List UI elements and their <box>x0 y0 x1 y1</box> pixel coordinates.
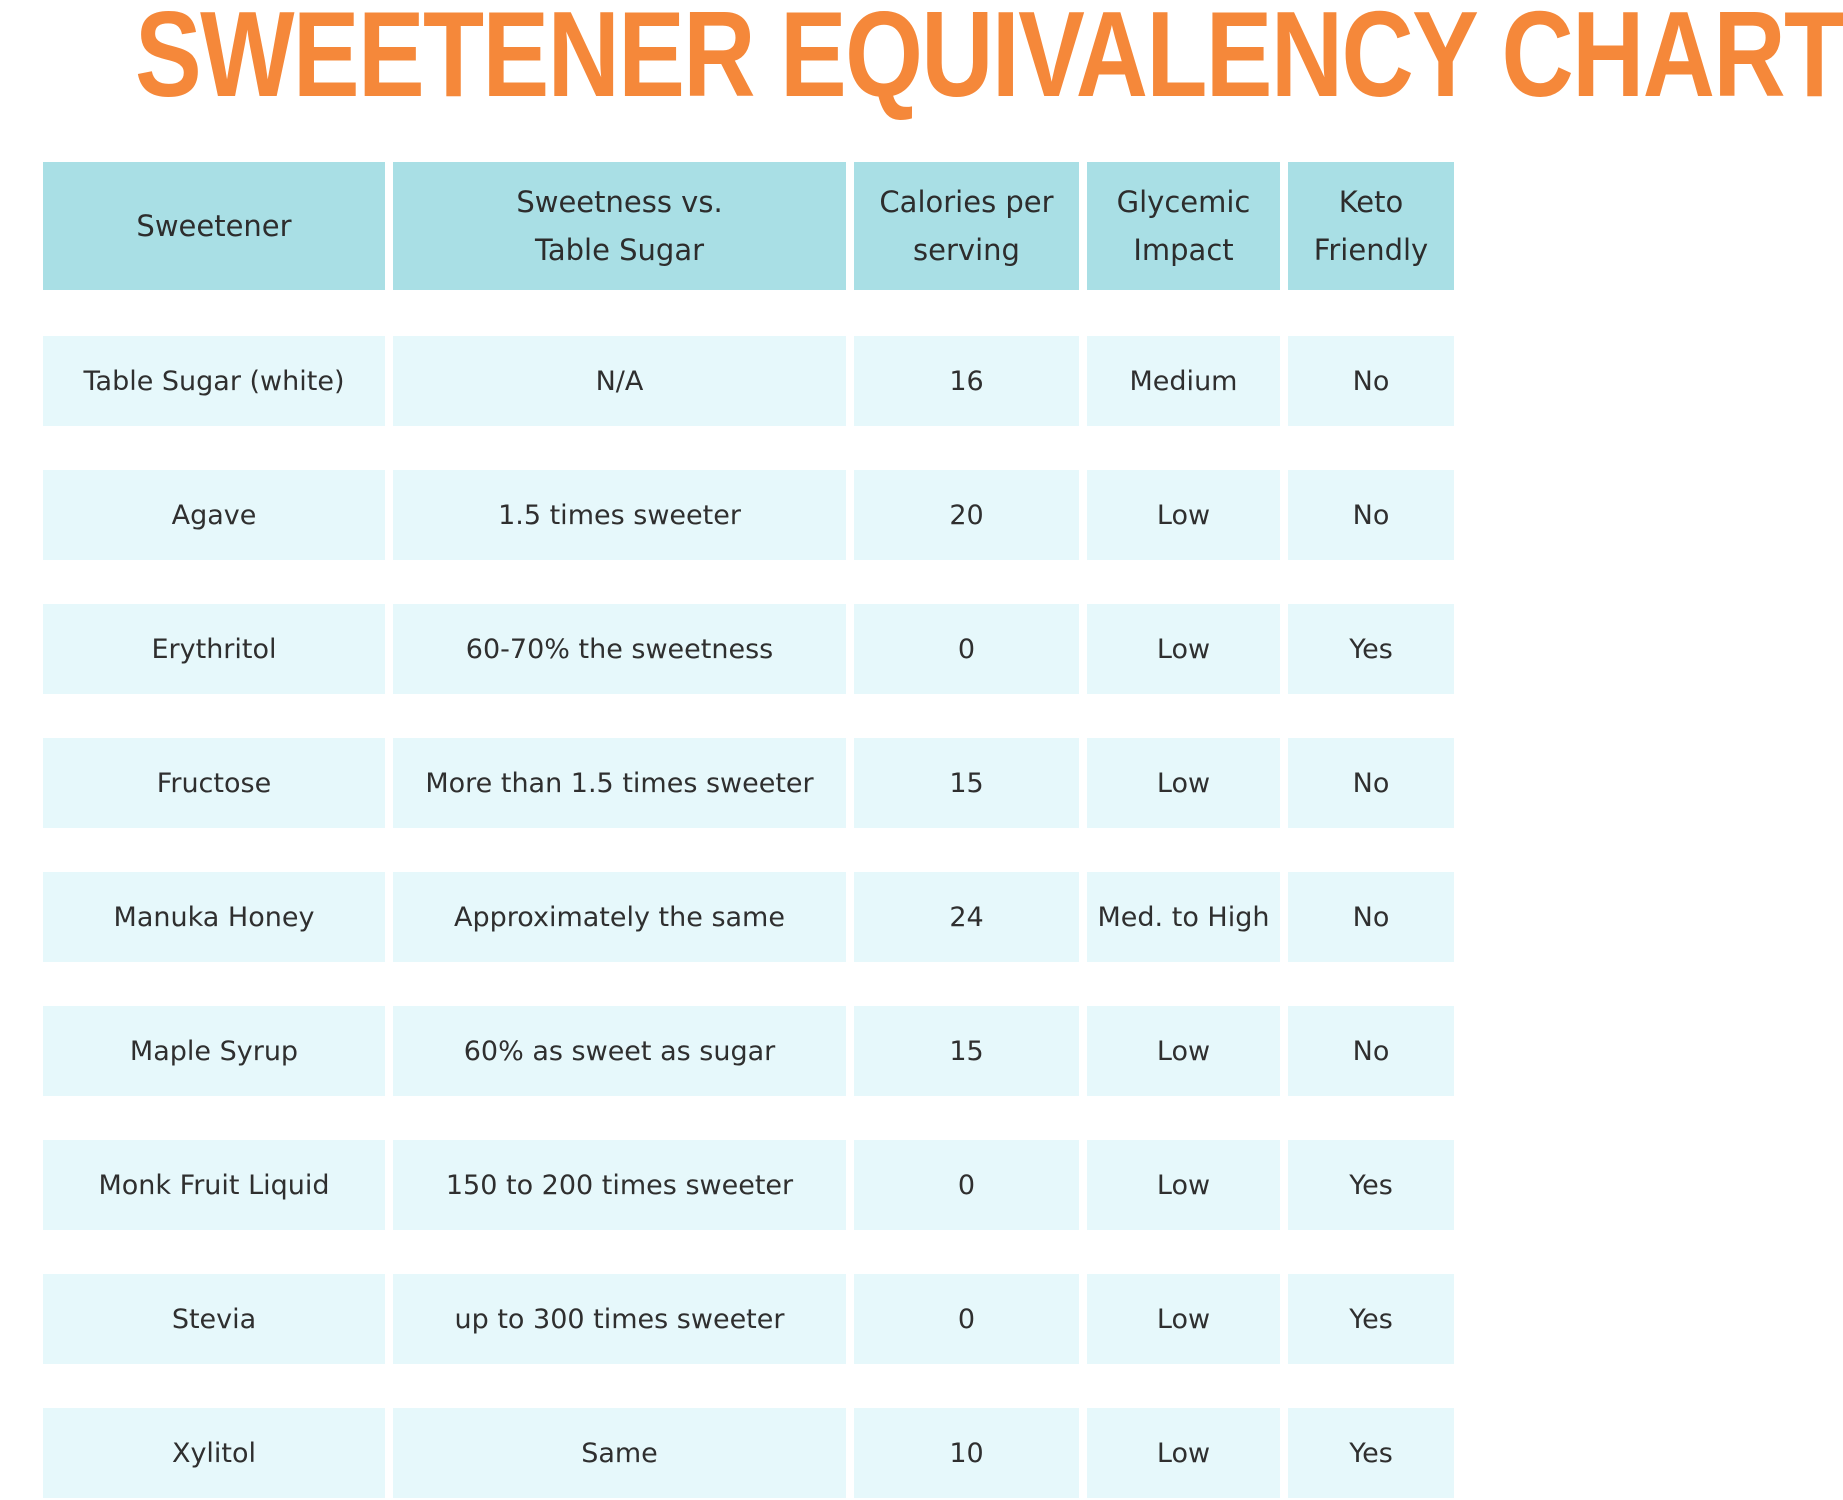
header-keto-line2: Friendly <box>1313 233 1429 267</box>
cell-sweetener: Agave <box>43 470 385 560</box>
cell-sweetness: 60-70% the sweetness <box>393 604 846 694</box>
table-row <box>43 336 1455 426</box>
cell-calories: 0 <box>854 1274 1079 1364</box>
cell-glycemic: Med. to High <box>1087 872 1280 962</box>
table-row <box>43 1274 1455 1364</box>
cell-keto: No <box>1288 872 1454 962</box>
cell-keto: No <box>1288 738 1454 828</box>
table-row <box>43 872 1455 962</box>
cell-sweetness: Same <box>393 1408 846 1498</box>
header-glycemic-line1: Glycemic <box>1116 185 1251 219</box>
cell-glycemic: Low <box>1087 738 1280 828</box>
cell-sweetness: Approximately the same <box>393 872 846 962</box>
header-sweetness-line1: Sweetness vs. <box>516 185 723 219</box>
table-row <box>43 470 1455 560</box>
cell-sweetener: Stevia <box>43 1274 385 1364</box>
page-title: SWEETENER EQUIVALENCY CHART <box>135 0 1843 122</box>
cell-calories: 15 <box>854 738 1079 828</box>
cell-sweetener: Table Sugar (white) <box>43 336 385 426</box>
cell-keto: No <box>1288 336 1454 426</box>
cell-calories: 0 <box>854 1140 1079 1230</box>
cell-calories: 24 <box>854 872 1079 962</box>
table-row <box>43 1140 1455 1230</box>
header-glycemic <box>1087 162 1280 290</box>
cell-glycemic: Low <box>1087 1140 1280 1230</box>
header-sweetness-line2: Table Sugar <box>534 233 705 267</box>
cell-calories: 10 <box>854 1408 1079 1498</box>
cell-keto: No <box>1288 1006 1454 1096</box>
table-row <box>43 1408 1455 1498</box>
cell-calories: 20 <box>854 470 1079 560</box>
header-glycemic-line2: Impact <box>1133 233 1234 267</box>
cell-sweetener: Manuka Honey <box>43 872 385 962</box>
cell-keto: Yes <box>1288 1274 1454 1364</box>
cell-sweetener: Monk Fruit Liquid <box>43 1140 385 1230</box>
cell-sweetener: Maple Syrup <box>43 1006 385 1096</box>
table-row <box>43 1006 1455 1096</box>
cell-sweetness: N/A <box>393 336 846 426</box>
cell-glycemic: Medium <box>1087 336 1280 426</box>
cell-sweetener: Fructose <box>43 738 385 828</box>
cell-sweetness: More than 1.5 times sweeter <box>393 738 846 828</box>
header-calories <box>854 162 1079 290</box>
table-row <box>43 738 1455 828</box>
header-sweetener-label: Sweetener <box>136 209 292 243</box>
table-row <box>43 604 1455 694</box>
cell-glycemic: Low <box>1087 470 1280 560</box>
cell-sweetness: up to 300 times sweeter <box>393 1274 846 1364</box>
header-keto-line1: Keto <box>1338 185 1404 219</box>
cell-keto: No <box>1288 470 1454 560</box>
header-sweetness <box>393 162 846 290</box>
cell-glycemic: Low <box>1087 604 1280 694</box>
cell-keto: Yes <box>1288 1408 1454 1498</box>
cell-glycemic: Low <box>1087 1006 1280 1096</box>
cell-glycemic: Low <box>1087 1274 1280 1364</box>
header-keto <box>1288 162 1454 290</box>
cell-sweetener: Erythritol <box>43 604 385 694</box>
cell-sweetness: 60% as sweet as sugar <box>393 1006 846 1096</box>
header-sweetener <box>43 162 385 290</box>
table-header-row <box>43 162 1455 290</box>
cell-calories: 15 <box>854 1006 1079 1096</box>
cell-sweetness: 1.5 times sweeter <box>393 470 846 560</box>
cell-glycemic: Low <box>1087 1408 1280 1498</box>
cell-calories: 16 <box>854 336 1079 426</box>
cell-sweetener: Xylitol <box>43 1408 385 1498</box>
cell-sweetness: 150 to 200 times sweeter <box>393 1140 846 1230</box>
cell-calories: 0 <box>854 604 1079 694</box>
cell-keto: Yes <box>1288 1140 1454 1230</box>
header-calories-line1: Calories per <box>879 185 1054 219</box>
cell-keto: Yes <box>1288 604 1454 694</box>
header-calories-line2: serving <box>913 233 1020 267</box>
